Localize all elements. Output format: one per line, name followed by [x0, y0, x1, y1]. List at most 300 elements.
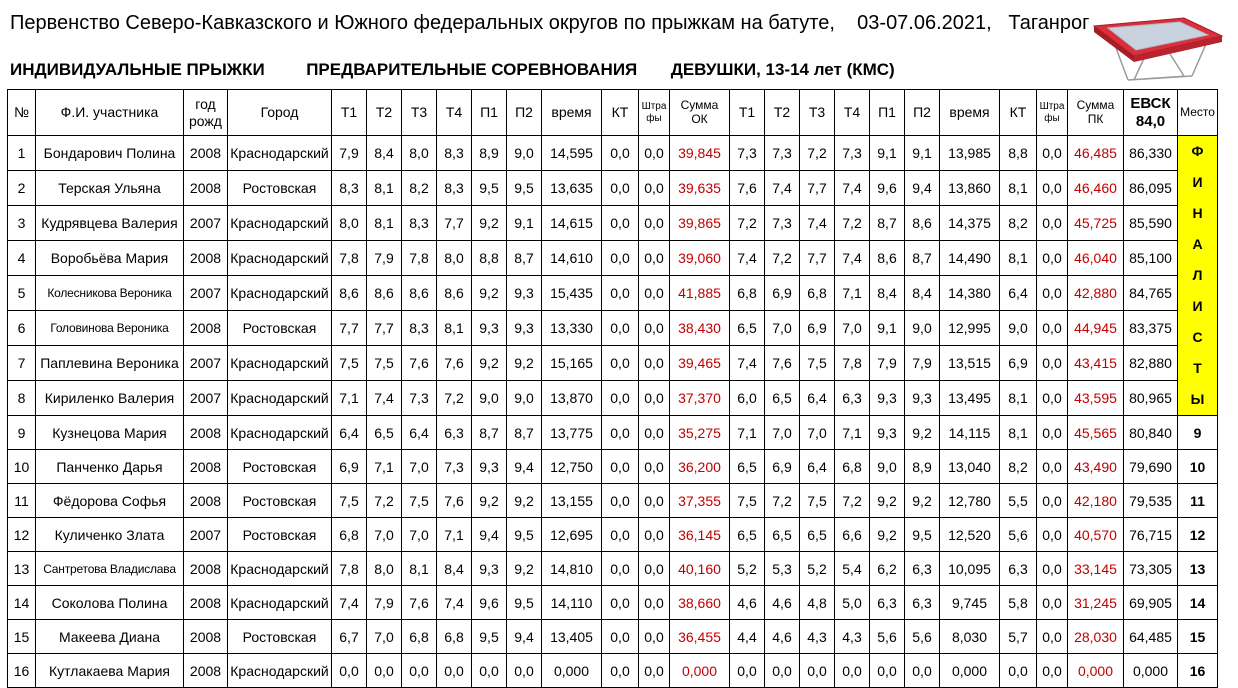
- cell-p2: 9,3: [507, 311, 542, 346]
- cell-penalty-pk: 0,0: [1037, 381, 1068, 416]
- cell-t3: 6,8: [402, 620, 437, 654]
- cell-p2-pk: 9,0: [905, 311, 940, 346]
- cell-penalty-pk: 0,0: [1037, 276, 1068, 311]
- cell-t2-pk: 6,9: [765, 450, 800, 484]
- cell-sum-ok: 40,160: [670, 552, 730, 586]
- cell-t3: 6,4: [402, 416, 437, 450]
- cell-penalty-pk: 0,0: [1037, 171, 1068, 206]
- cell-sum-ok: 39,060: [670, 241, 730, 276]
- col-sum-ok: Сумма ОК: [670, 90, 730, 136]
- cell-t2-pk: 7,6: [765, 346, 800, 381]
- cell-sum-ok: 36,145: [670, 518, 730, 552]
- cell-kt-pk: 8,2: [1000, 450, 1037, 484]
- cell-city: Ростовская: [228, 484, 332, 518]
- cell-t2: 7,7: [367, 311, 402, 346]
- col-sum-pk: Сумма ПК: [1068, 90, 1124, 136]
- cell-penalty-pk: 0,0: [1037, 586, 1068, 620]
- col-penalty: Штра фы: [639, 90, 670, 136]
- cell-penalty-pk: 0,0: [1037, 206, 1068, 241]
- cell-t4-pk: 5,0: [835, 586, 870, 620]
- cell-t3: 0,0: [402, 654, 437, 688]
- cell-t1: 7,7: [332, 311, 367, 346]
- cell-evsk: 83,375: [1124, 311, 1178, 346]
- cell-p2: 8,7: [507, 416, 542, 450]
- cell-p2-pk: 5,6: [905, 620, 940, 654]
- cell-time: 14,595: [542, 136, 602, 171]
- cell-sum-ok: 41,885: [670, 276, 730, 311]
- cell-p1: 9,0: [472, 381, 507, 416]
- cell-t4: 7,7: [437, 206, 472, 241]
- event-subtitle: [10, 60, 895, 80]
- cell-t2: 6,5: [367, 416, 402, 450]
- cell-time: 13,870: [542, 381, 602, 416]
- cell-evsk: 82,880: [1124, 346, 1178, 381]
- cell-t2-pk: 7,0: [765, 416, 800, 450]
- cell-sum-pk: 46,485: [1068, 136, 1124, 171]
- cell-p1-pk: 6,3: [870, 586, 905, 620]
- table-row: [8, 171, 1218, 206]
- cell-evsk: 69,905: [1124, 586, 1178, 620]
- cell-kt-pk: 0,0: [1000, 654, 1037, 688]
- cell-t3-pk: 7,4: [800, 206, 835, 241]
- cell-city: Краснодарский: [228, 276, 332, 311]
- cell-name: Паплевина Вероника: [36, 346, 184, 381]
- cell-p2-pk: 8,4: [905, 276, 940, 311]
- cell-evsk: 84,765: [1124, 276, 1178, 311]
- cell-city: Краснодарский: [228, 381, 332, 416]
- cell-time-pk: 13,495: [940, 381, 1000, 416]
- cell-name: Куличенко Злата: [36, 518, 184, 552]
- cell-year: 2008: [184, 136, 228, 171]
- cell-p2-pk: 0,0: [905, 654, 940, 688]
- cell-sum-ok: 38,660: [670, 586, 730, 620]
- cell-penalty-pk: 0,0: [1037, 311, 1068, 346]
- cell-t1-pk: 7,3: [730, 136, 765, 171]
- cell-t4-pk: 7,1: [835, 416, 870, 450]
- table-row: [8, 416, 1218, 450]
- cell-sum-ok: 38,430: [670, 311, 730, 346]
- cell-t3-pk: 4,3: [800, 620, 835, 654]
- cell-t3: 7,0: [402, 518, 437, 552]
- cell-evsk: 85,100: [1124, 241, 1178, 276]
- cell-t2-pk: 6,5: [765, 518, 800, 552]
- title-city: Таганрог: [1008, 12, 1090, 34]
- cell-kt: 0,0: [602, 346, 639, 381]
- cell-t1: 0,0: [332, 654, 367, 688]
- cell-t2: 8,1: [367, 171, 402, 206]
- cell-penalty: 0,0: [639, 346, 670, 381]
- cell-evsk: 80,965: [1124, 381, 1178, 416]
- cell-t1-pk: 6,5: [730, 518, 765, 552]
- finalists-letter: Ы: [1190, 391, 1205, 407]
- cell-t4: 7,1: [437, 518, 472, 552]
- cell-penalty: 0,0: [639, 381, 670, 416]
- cell-t2: 7,1: [367, 450, 402, 484]
- table-row: [8, 206, 1218, 241]
- cell-kt-pk: 8,1: [1000, 381, 1037, 416]
- cell-p1-pk: 7,9: [870, 346, 905, 381]
- table-row: [8, 620, 1218, 654]
- cell-t1: 7,9: [332, 136, 367, 171]
- col-p1: П1: [472, 90, 507, 136]
- cell-year: 2007: [184, 518, 228, 552]
- cell-evsk: 0,000: [1124, 654, 1178, 688]
- cell-sum-pk: 0,000: [1068, 654, 1124, 688]
- cell-year: 2008: [184, 311, 228, 346]
- finalists-letter: Л: [1192, 267, 1203, 283]
- col-t4: Т4: [437, 90, 472, 136]
- cell-sum-ok: 39,865: [670, 206, 730, 241]
- cell-t2-pk: 7,0: [765, 311, 800, 346]
- cell-sum-ok: 0,000: [670, 654, 730, 688]
- cell-p2: 9,2: [507, 346, 542, 381]
- title-main: Первенство Северо-Кавказского и Южного федеральных округов по прыжкам на батуте,: [10, 12, 835, 34]
- cell-kt: 0,0: [602, 484, 639, 518]
- cell-penalty-pk: 0,0: [1037, 620, 1068, 654]
- cell-name: Макеева Диана: [36, 620, 184, 654]
- cell-sum-pk: 42,880: [1068, 276, 1124, 311]
- cell-time-pk: 13,860: [940, 171, 1000, 206]
- cell-p2-pk: 9,3: [905, 381, 940, 416]
- cell-t2-pk: 7,2: [765, 484, 800, 518]
- cell-penalty-pk: 0,0: [1037, 552, 1068, 586]
- cell-kt: 0,0: [602, 381, 639, 416]
- cell-time: 14,615: [542, 206, 602, 241]
- cell-t4-pk: 7,2: [835, 206, 870, 241]
- cell-time-pk: 13,040: [940, 450, 1000, 484]
- col-p2-pk: П2: [905, 90, 940, 136]
- cell-city: Краснодарский: [228, 552, 332, 586]
- cell-t2-pk: 4,6: [765, 586, 800, 620]
- cell-sum-pk: 43,595: [1068, 381, 1124, 416]
- finalists-letter: Н: [1192, 205, 1203, 221]
- col-kt: КТ: [602, 90, 639, 136]
- cell-p2: 9,5: [507, 586, 542, 620]
- cell-penalty-pk: 0,0: [1037, 450, 1068, 484]
- cell-kt-pk: 8,1: [1000, 416, 1037, 450]
- cell-place: 14: [1178, 586, 1218, 620]
- cell-evsk: 73,305: [1124, 552, 1178, 586]
- cell-t2: 8,6: [367, 276, 402, 311]
- col-kt-pk: КТ: [1000, 90, 1037, 136]
- cell-time-pk: 12,520: [940, 518, 1000, 552]
- cell-p2: 9,0: [507, 381, 542, 416]
- cell-t1: 7,8: [332, 241, 367, 276]
- cell-name: Кузнецова Мария: [36, 416, 184, 450]
- cell-penalty: 0,0: [639, 654, 670, 688]
- stage-name: ПРЕДВАРИТЕЛЬНЫЕ СОРЕВНОВАНИЯ: [306, 60, 638, 79]
- table-row: [8, 311, 1218, 346]
- cell-kt: 0,0: [602, 206, 639, 241]
- cell-num: 9: [8, 416, 36, 450]
- cell-city: Ростовская: [228, 620, 332, 654]
- col-t3: Т3: [402, 90, 437, 136]
- cell-num: 8: [8, 381, 36, 416]
- cell-year: 2008: [184, 484, 228, 518]
- cell-penalty: 0,0: [639, 450, 670, 484]
- cell-time-pk: 14,115: [940, 416, 1000, 450]
- cell-p1-pk: 9,1: [870, 311, 905, 346]
- cell-t3: 7,8: [402, 241, 437, 276]
- cell-penalty-pk: 0,0: [1037, 654, 1068, 688]
- cell-time-pk: 12,995: [940, 311, 1000, 346]
- cell-p1: 9,5: [472, 171, 507, 206]
- cell-time-pk: 13,515: [940, 346, 1000, 381]
- cell-t4: 8,3: [437, 136, 472, 171]
- cell-p1-pk: 5,6: [870, 620, 905, 654]
- cell-kt-pk: 6,4: [1000, 276, 1037, 311]
- cell-t3: 7,3: [402, 381, 437, 416]
- cell-t2-pk: 7,2: [765, 241, 800, 276]
- title-dates: 03-07.06.2021,: [857, 12, 992, 34]
- cell-time-pk: 12,780: [940, 484, 1000, 518]
- cell-num: 14: [8, 586, 36, 620]
- cell-evsk: 76,715: [1124, 518, 1178, 552]
- col-t1-pk: Т1: [730, 90, 765, 136]
- finalists-letter: Т: [1193, 360, 1202, 376]
- cell-year: 2007: [184, 346, 228, 381]
- finalists-label: [1178, 136, 1218, 416]
- cell-year: 2008: [184, 620, 228, 654]
- cell-num: 5: [8, 276, 36, 311]
- cell-kt-pk: 9,0: [1000, 311, 1037, 346]
- table-row: [8, 484, 1218, 518]
- cell-time-pk: 14,380: [940, 276, 1000, 311]
- cell-t3-pk: 7,5: [800, 484, 835, 518]
- cell-sum-pk: 33,145: [1068, 552, 1124, 586]
- cell-t4: 7,6: [437, 484, 472, 518]
- cell-penalty: 0,0: [639, 518, 670, 552]
- cell-time: 13,635: [542, 171, 602, 206]
- event-name: ИНДИВИДУАЛЬНЫЕ ПРЫЖКИ: [10, 60, 265, 79]
- cell-t4-pk: 7,4: [835, 241, 870, 276]
- cell-t1: 7,1: [332, 381, 367, 416]
- cell-t4-pk: 6,6: [835, 518, 870, 552]
- cell-t1-pk: 7,2: [730, 206, 765, 241]
- cell-time-pk: 0,000: [940, 654, 1000, 688]
- cell-sum-pk: 43,490: [1068, 450, 1124, 484]
- cell-sum-ok: 39,635: [670, 171, 730, 206]
- cell-penalty-pk: 0,0: [1037, 484, 1068, 518]
- cell-p2: 9,1: [507, 206, 542, 241]
- cell-evsk: 64,485: [1124, 620, 1178, 654]
- cell-name: Терская Ульяна: [36, 171, 184, 206]
- col-t1: Т1: [332, 90, 367, 136]
- cell-p1: 9,2: [472, 484, 507, 518]
- cell-kt-pk: 8,2: [1000, 206, 1037, 241]
- cell-year: 2007: [184, 381, 228, 416]
- cell-t3-pk: 5,2: [800, 552, 835, 586]
- cell-kt: 0,0: [602, 311, 639, 346]
- cell-t3-pk: 0,0: [800, 654, 835, 688]
- cell-time: 14,810: [542, 552, 602, 586]
- cell-p2: 9,2: [507, 484, 542, 518]
- cell-sum-pk: 46,040: [1068, 241, 1124, 276]
- cell-t1-pk: 6,0: [730, 381, 765, 416]
- cell-t2: 7,9: [367, 241, 402, 276]
- cell-p2: 0,0: [507, 654, 542, 688]
- cell-p2: 9,2: [507, 552, 542, 586]
- cell-name: Панченко Дарья: [36, 450, 184, 484]
- cell-t1-pk: 6,5: [730, 311, 765, 346]
- cell-kt: 0,0: [602, 654, 639, 688]
- cell-place: 15: [1178, 620, 1218, 654]
- cell-time: 13,775: [542, 416, 602, 450]
- cell-sum-pk: 31,245: [1068, 586, 1124, 620]
- cell-t1: 6,7: [332, 620, 367, 654]
- cell-p1-pk: 9,2: [870, 518, 905, 552]
- cell-t4-pk: 7,1: [835, 276, 870, 311]
- cell-t1-pk: 7,4: [730, 241, 765, 276]
- table-row: [8, 552, 1218, 586]
- col-time: время: [542, 90, 602, 136]
- cell-p1: 8,7: [472, 416, 507, 450]
- cell-p1: 9,2: [472, 276, 507, 311]
- cell-p2-pk: 9,4: [905, 171, 940, 206]
- cell-p2-pk: 9,5: [905, 518, 940, 552]
- cell-t4-pk: 0,0: [835, 654, 870, 688]
- cell-sum-pk: 46,460: [1068, 171, 1124, 206]
- cell-kt: 0,0: [602, 620, 639, 654]
- cell-p2-pk: 8,9: [905, 450, 940, 484]
- cell-num: 13: [8, 552, 36, 586]
- cell-year: 2008: [184, 416, 228, 450]
- cell-kt: 0,0: [602, 241, 639, 276]
- page-title: [10, 12, 1089, 35]
- cell-p1-pk: 9,2: [870, 484, 905, 518]
- finalists-letter: С: [1192, 329, 1203, 345]
- cell-num: 16: [8, 654, 36, 688]
- cell-p2: 9,3: [507, 276, 542, 311]
- cell-t1: 7,5: [332, 346, 367, 381]
- cell-city: Ростовская: [228, 311, 332, 346]
- cell-sum-ok: 39,465: [670, 346, 730, 381]
- cell-t3: 7,5: [402, 484, 437, 518]
- finalists-letter: А: [1192, 236, 1203, 252]
- cell-evsk: 86,330: [1124, 136, 1178, 171]
- cell-t1-pk: 7,5: [730, 484, 765, 518]
- cell-kt: 0,0: [602, 136, 639, 171]
- cell-kt: 0,0: [602, 552, 639, 586]
- cell-evsk: 80,840: [1124, 416, 1178, 450]
- cell-p1: 9,6: [472, 586, 507, 620]
- cell-t1: 7,8: [332, 552, 367, 586]
- cell-year: 2008: [184, 654, 228, 688]
- cell-year: 2007: [184, 276, 228, 311]
- cell-t1-pk: 6,8: [730, 276, 765, 311]
- col-t2-pk: Т2: [765, 90, 800, 136]
- cell-p1-pk: 9,0: [870, 450, 905, 484]
- col-year: год рожд: [184, 90, 228, 136]
- cell-p1: 9,3: [472, 311, 507, 346]
- cell-year: 2008: [184, 450, 228, 484]
- cell-evsk: 85,590: [1124, 206, 1178, 241]
- cell-t1-pk: 4,6: [730, 586, 765, 620]
- col-evsk: ЕВСК 84,0: [1124, 90, 1178, 136]
- cell-t2-pk: 4,6: [765, 620, 800, 654]
- cell-penalty: 0,0: [639, 206, 670, 241]
- cell-sum-pk: 43,415: [1068, 346, 1124, 381]
- finalists-letter: И: [1192, 174, 1203, 190]
- cell-p1: 0,0: [472, 654, 507, 688]
- cell-p1-pk: 6,2: [870, 552, 905, 586]
- cell-evsk: 79,690: [1124, 450, 1178, 484]
- cell-t3-pk: 6,4: [800, 381, 835, 416]
- cell-sum-pk: 42,180: [1068, 484, 1124, 518]
- cell-kt-pk: 8,1: [1000, 241, 1037, 276]
- cell-name: Колесникова Вероника: [36, 276, 184, 311]
- cell-p2: 9,4: [507, 620, 542, 654]
- cell-t2: 7,0: [367, 518, 402, 552]
- cell-kt: 0,0: [602, 416, 639, 450]
- cell-p1: 8,8: [472, 241, 507, 276]
- cell-sum-pk: 28,030: [1068, 620, 1124, 654]
- cell-time: 12,695: [542, 518, 602, 552]
- cell-p2: 8,7: [507, 241, 542, 276]
- cell-time-pk: 9,745: [940, 586, 1000, 620]
- cell-t3: 8,6: [402, 276, 437, 311]
- cell-t2: 0,0: [367, 654, 402, 688]
- table-row: [8, 276, 1218, 311]
- cell-sum-ok: 36,200: [670, 450, 730, 484]
- cell-time: 13,405: [542, 620, 602, 654]
- cell-kt: 0,0: [602, 171, 639, 206]
- cell-p2-pk: 6,3: [905, 586, 940, 620]
- cell-t2: 7,5: [367, 346, 402, 381]
- cell-t4: 7,2: [437, 381, 472, 416]
- cell-t1-pk: 0,0: [730, 654, 765, 688]
- col-time-pk: время: [940, 90, 1000, 136]
- cell-t3-pk: 7,5: [800, 346, 835, 381]
- cell-place: 16: [1178, 654, 1218, 688]
- cell-t3: 8,3: [402, 311, 437, 346]
- col-t2: Т2: [367, 90, 402, 136]
- cell-name: Бондарович Полина: [36, 136, 184, 171]
- cell-t2: 7,2: [367, 484, 402, 518]
- cell-place: 12: [1178, 518, 1218, 552]
- cell-time-pk: 14,490: [940, 241, 1000, 276]
- cell-p1: 9,4: [472, 518, 507, 552]
- cell-t4: 7,6: [437, 346, 472, 381]
- cell-name: Соколова Полина: [36, 586, 184, 620]
- cell-t4-pk: 7,4: [835, 171, 870, 206]
- cell-t1-pk: 5,2: [730, 552, 765, 586]
- cell-t4: 8,3: [437, 171, 472, 206]
- cell-sum-ok: 39,845: [670, 136, 730, 171]
- cell-year: 2008: [184, 171, 228, 206]
- cell-t2-pk: 6,9: [765, 276, 800, 311]
- cell-t1: 8,3: [332, 171, 367, 206]
- cell-time: 14,610: [542, 241, 602, 276]
- cell-t1-pk: 7,4: [730, 346, 765, 381]
- cell-time: 13,330: [542, 311, 602, 346]
- cell-kt: 0,0: [602, 276, 639, 311]
- cell-t4-pk: 5,4: [835, 552, 870, 586]
- cell-t2-pk: 7,4: [765, 171, 800, 206]
- cell-time: 0,000: [542, 654, 602, 688]
- cell-t1-pk: 7,1: [730, 416, 765, 450]
- cell-penalty: 0,0: [639, 586, 670, 620]
- cell-year: 2007: [184, 206, 228, 241]
- cell-place: 13: [1178, 552, 1218, 586]
- cell-city: Ростовская: [228, 518, 332, 552]
- cell-p2-pk: 9,2: [905, 416, 940, 450]
- cell-num: 6: [8, 311, 36, 346]
- cell-penalty-pk: 0,0: [1037, 136, 1068, 171]
- cell-p2-pk: 8,7: [905, 241, 940, 276]
- cell-t4: 7,3: [437, 450, 472, 484]
- cell-time: 12,750: [542, 450, 602, 484]
